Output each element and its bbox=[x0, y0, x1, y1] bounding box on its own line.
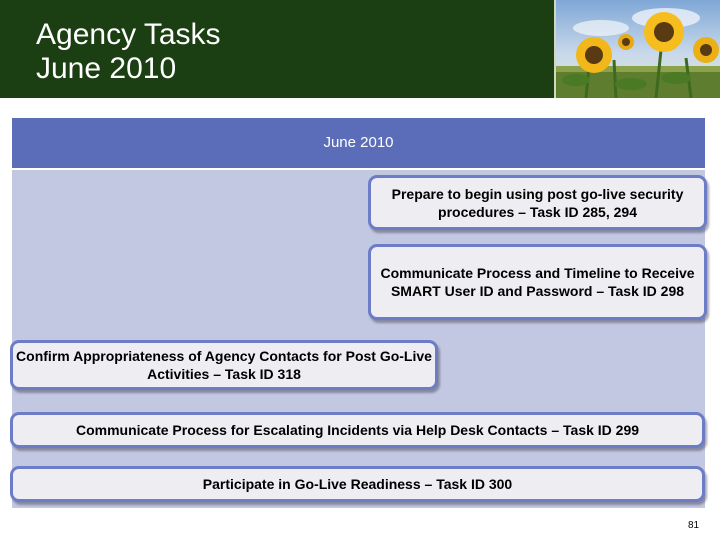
task-box-smart-user-id bbox=[368, 244, 707, 320]
title-line-1: Agency Tasks bbox=[36, 18, 221, 51]
task-box-security-procedures bbox=[368, 175, 707, 230]
sunflower-photo bbox=[554, 0, 720, 98]
month-panel-heading bbox=[12, 118, 705, 168]
slide-header bbox=[0, 0, 720, 98]
title-line-2: June 2010 bbox=[36, 52, 177, 85]
slide-title bbox=[36, 18, 221, 86]
task-box-go-live-readiness bbox=[10, 466, 705, 502]
task-box-agency-contacts bbox=[10, 340, 438, 390]
task-label: Communicate Process and Timeline to Receive SMART User ID and Password – Task ID 298 bbox=[380, 265, 695, 299]
page-number: 81 bbox=[688, 520, 700, 531]
month-heading-text: June 2010 bbox=[323, 134, 394, 151]
task-label: Prepare to begin using post go-live security procedures – Task ID 285, 294 bbox=[391, 185, 684, 220]
task-label: Communicate Process for Escalating Incidents via Help Desk Contacts – Task ID 299 bbox=[75, 422, 640, 438]
sunflower-image bbox=[556, 0, 720, 98]
task-label: Participate in Go-Live Readiness – Task ID 300 bbox=[202, 476, 513, 492]
task-label: Confirm Appropriateness of Agency Contacts for Post Go-Live Activities – Task ID 318 bbox=[16, 348, 432, 382]
task-box-escalating-incidents bbox=[10, 412, 705, 448]
